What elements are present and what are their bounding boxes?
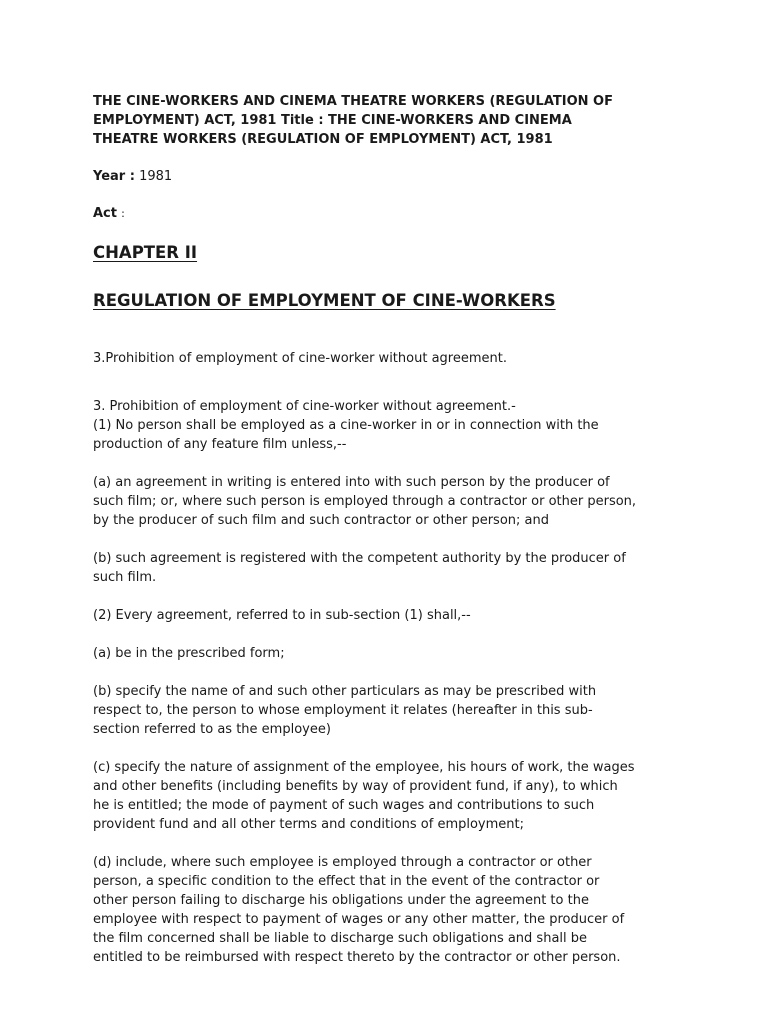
- title-line-1: THE CINE-WORKERS AND CINEMA THEATRE WORKERS (REGULATION OF: [93, 94, 613, 109]
- regulation-heading: REGULATION OF EMPLOYMENT OF CINE-WORKERS: [93, 291, 556, 310]
- document-title: [93, 92, 693, 149]
- year-label: Year :: [93, 169, 135, 184]
- paragraph-2: (2) Every agreement, referred to in sub-section (1) shall,--: [93, 608, 471, 623]
- year-value: 1981: [139, 169, 173, 184]
- paragraph-2c: (c) specify the nature of assignment of the employee, his hours of work, the wages and other benefits (including benefits by way of provident fund, if any), to which he is entitled; the mode of payment of such wages and contributions to such provident fund and all other terms and conditions of employment;: [93, 760, 635, 832]
- chapter-heading: CHAPTER II: [93, 243, 198, 262]
- section-full-title: 3. Prohibition of employment of cine-worker without agreement.-: [93, 399, 516, 414]
- title-line-3: THEATRE WORKERS (REGULATION OF EMPLOYMENT) ACT, 1981: [93, 132, 553, 147]
- year-line: [93, 167, 693, 186]
- act-label: Act: [93, 206, 117, 221]
- act-value: :: [121, 207, 125, 220]
- document-page: [93, 92, 693, 967]
- paragraph-2a: (a) be in the prescribed form;: [93, 646, 285, 661]
- section-short-title: 3.Prohibition of employment of cine-worker without agreement.: [93, 351, 507, 366]
- paragraph-2b: (b) specify the name of and such other particulars as may be prescribed with respect to, the person to whose employment it relates (hereafter in this sub- section referred to as the employee): [93, 684, 597, 737]
- paragraph-2d: (d) include, where such employee is employed through a contractor or other person, a specific condition to the effect that in the event of the contractor or other person failing to discharge his obligations under the agreement to the employee with respect to payment of wages or any other matter, the producer of the film concerned shall be liable to discharge such obligations and shall be entitled to be reimbursed with respect thereto by the contractor or other person.: [93, 855, 625, 965]
- paragraph-1a: (a) an agreement in writing is entered into with such person by the producer of such film; or, where such person is employed through a contractor or other person, by the producer of such film and such contractor or other person; and: [93, 475, 637, 528]
- paragraph-1b: (b) such agreement is registered with the competent authority by the producer of such film.: [93, 551, 626, 585]
- title-line-2: EMPLOYMENT) ACT, 1981 Title : THE CINE-WORKERS AND CINEMA: [93, 113, 572, 128]
- paragraph-1: (1) No person shall be employed as a cine-worker in or in connection with the production of any feature film unless,--: [93, 418, 599, 452]
- act-line: [93, 204, 693, 223]
